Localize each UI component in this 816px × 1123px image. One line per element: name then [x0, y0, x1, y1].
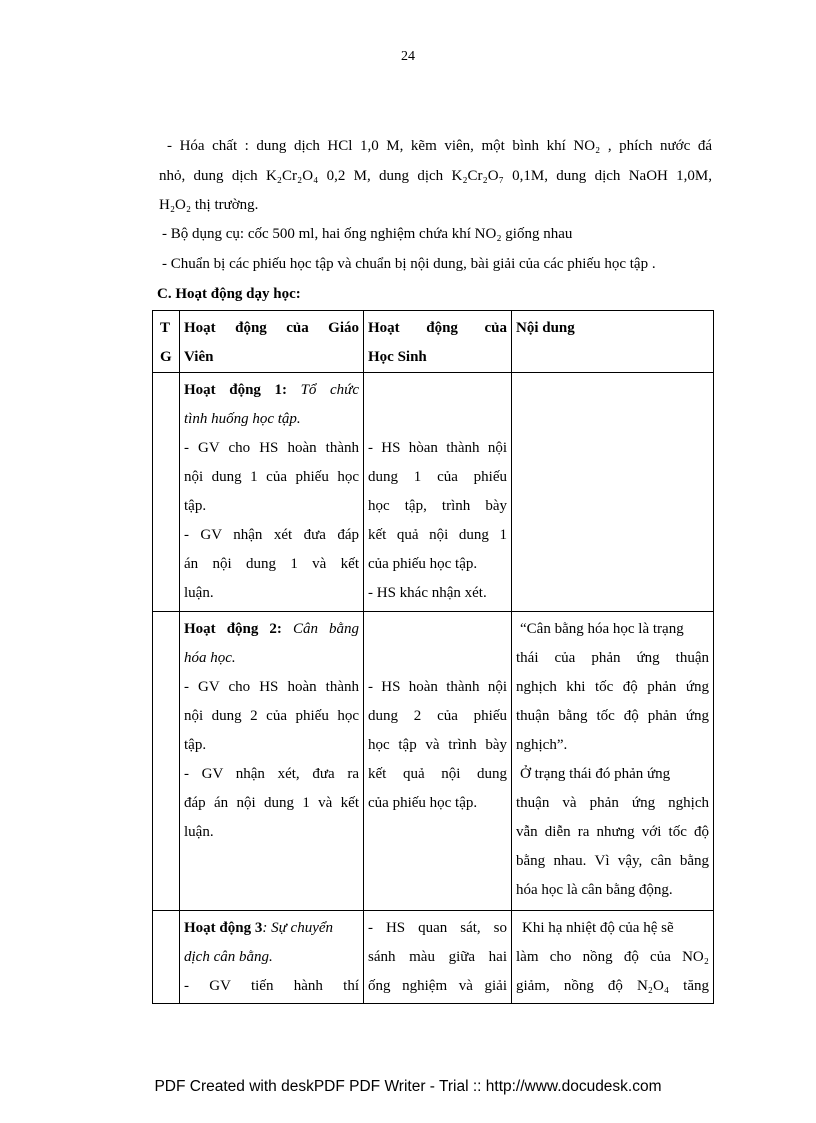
student-line: học tập, trình bày [368, 498, 507, 514]
table-row-activity-1 [153, 373, 714, 612]
activity-title [184, 376, 359, 405]
header-student-line: Học Sinh [368, 349, 427, 365]
student-line: - HS quan sát, so [368, 920, 507, 936]
content-line: thuận và phản ứng nghịch [516, 795, 709, 811]
student-line: - HS hoàn thành nội [368, 679, 507, 695]
student-line: kết quả nội dung [368, 766, 507, 782]
activity-title-italic: Tổ chức [300, 382, 359, 398]
content-line: Ở trạng thái đó phản ứng [520, 766, 671, 782]
content-line: bằng nhau. Vì vậy, cân bằng [516, 853, 709, 869]
teacher-line: tập. [184, 737, 207, 753]
student-line: - HS khác nhận xét. [368, 585, 487, 601]
student-line: học tập và trình bày [368, 737, 507, 753]
preparation-line: - Chuẩn bị các phiếu học tập và chuẩn bị nội dung, bài giải của các phiếu học tập . [162, 256, 656, 272]
header-tg [153, 311, 180, 373]
teacher-line: - GV nhận xét, đưa ra [184, 766, 359, 782]
student-cell [364, 373, 512, 612]
content-line: thuận bằng tốc độ phản ứng [516, 708, 709, 724]
teacher-line: luận. [184, 585, 214, 601]
header-tg-line: T [160, 320, 171, 336]
activity-table [152, 310, 714, 1004]
header-content [512, 311, 714, 373]
header-student-line: Hoạt động của [368, 320, 507, 336]
student-line: sánh màu giữa hai [368, 949, 507, 965]
tools-line: - Bộ dụng cụ: cốc 500 ml, hai ống nghiệm chứa khí NO₂ giống nhau [162, 226, 573, 242]
activity-title-label: Hoạt động 3 [184, 920, 263, 936]
content-line: vẫn diễn ra nhưng với tốc độ [516, 824, 709, 840]
teacher-line: tình huống học tập. [184, 411, 301, 427]
content-cell [512, 373, 714, 612]
activity-title [184, 615, 359, 644]
teacher-line: - GV nhận xét đưa đáp [184, 527, 359, 543]
teacher-line: nội dung 2 của phiếu học [184, 708, 359, 724]
content-line: Khi hạ nhiệt độ của hệ sẽ [522, 920, 674, 936]
table-row-activity-3 [153, 911, 714, 1004]
teacher-line: án nội dung 1 và kết [184, 556, 359, 572]
student-cell [364, 911, 512, 1004]
teacher-cell [180, 911, 364, 1004]
student-line: của phiếu học tập. [368, 795, 478, 811]
teacher-line: luận. [184, 824, 214, 840]
content-line: nghịch khi tốc độ phản ứng [516, 679, 709, 695]
student-cell [364, 612, 512, 911]
student-line: - HS hòan thành nội [368, 440, 507, 456]
header-student [364, 311, 512, 373]
student-line: của phiếu học tập. [368, 556, 478, 572]
chemicals-line-1: - Hóa chất : dung dịch HCl 1,0 M, kẽm viên, một bình khí NO₂ , phích nước đá [167, 138, 712, 154]
header-tg-line: G [160, 349, 172, 365]
header-content-line: Nội dung [516, 320, 575, 336]
header-teacher-line: Viên [184, 349, 214, 365]
header-teacher [180, 311, 364, 373]
activity-title-label: Hoạt động 1: [184, 382, 287, 398]
header-teacher-line: Hoạt động của Giáo [184, 320, 359, 336]
content-cell [512, 612, 714, 911]
activity-title-label: Hoạt động 2: [184, 621, 282, 637]
content-line: làm cho nồng độ của NO₂ [516, 949, 709, 965]
tg-cell [153, 612, 180, 911]
page-number: 24 [401, 49, 415, 64]
teacher-line: nội dung 1 của phiếu học [184, 469, 359, 485]
chemicals-line-3: H₂O₂ thị trường. [159, 197, 259, 213]
activity-title [184, 914, 359, 943]
teacher-line: hóa học. [184, 650, 236, 666]
teacher-cell [180, 612, 364, 911]
activity-title-italic: Cân bằng [292, 621, 359, 637]
pdf-footer: PDF Created with deskPDF PDF Writer - Trial :: http://www.docudesk.com [154, 1078, 662, 1095]
content-line: hóa học là cân bằng động. [516, 882, 673, 898]
tg-cell [153, 373, 180, 612]
teacher-line: - GV cho HS hoàn thành [184, 679, 359, 695]
content-cell [512, 911, 714, 1004]
student-line: dung 2 của phiếu [368, 708, 507, 724]
table-header-row [153, 311, 714, 373]
teacher-line: - GV cho HS hoàn thành [184, 440, 359, 456]
teacher-line: - GV tiến hành thí [184, 978, 359, 994]
activity-title-italic: : Sự chuyển [262, 920, 334, 936]
student-line: ống nghiệm và giải [368, 978, 507, 994]
section-heading: C. Hoạt động dạy học: [157, 286, 301, 302]
tg-cell [153, 911, 180, 1004]
teacher-line: dịch cân bằng. [184, 949, 273, 965]
teacher-line: tập. [184, 498, 207, 514]
content-line: giảm, nồng độ N₂O₄ tăng [516, 978, 709, 994]
content-line: thái của phản ứng thuận [516, 650, 709, 666]
teacher-line: đáp án nội dung 1 và kết [184, 795, 359, 811]
student-line: dung 1 của phiếu [368, 469, 507, 485]
chemicals-line-2: nhỏ, dung dịch K₂Cr₂O₄ 0,2 M, dung dịch K₂Cr₂O₇ 0,1M, dung dịch NaOH 1,0M, [159, 168, 712, 184]
student-line: kết quả nội dung 1 [368, 527, 507, 543]
table-row-activity-2 [153, 612, 714, 911]
content-line: “Cân bằng hóa học là trạng [520, 621, 684, 637]
content-line: nghịch”. [516, 737, 568, 753]
teacher-cell [180, 373, 364, 612]
